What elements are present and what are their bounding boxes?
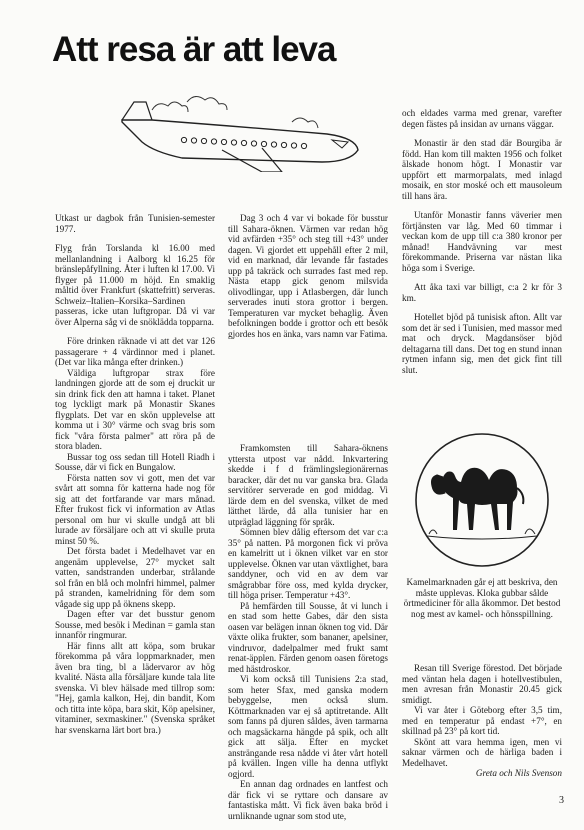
page-number: 3 [559,795,564,806]
paragraph: Före drinken räknade vi att det var 126 passagerare + 4 värdinnor med i planet. (Det var lika många efter drinken.) [55,336,215,367]
paragraph: På hemfärden till Sousse, åt vi lunch i en stad som hette Gabes, där den sista oasen var belägen innan öknen tog vid. Där växte olika frukter, som bananer, apelsiner, vindruvor, dadelpalmer med frukt samt renat-äpplen. Färden genom oasen företogs med hästdroskor. [228,600,388,674]
paragraph: Dagen efter var det busstur genom Sousse, med besök i Medinan = gamla stan innanför ringmurar. [55,609,215,640]
paragraph: och eldades varma med grenar, varefter degen fästes på insidan av urnans väggar. [402,108,562,129]
intro-text: Utkast ur dagbok från Tunisien-semester 1977. [55,213,215,234]
paragraph: Hotellet bjöd på tunisisk afton. Allt var som det är sed i Tunisien, med massor med mat och dryck. Magdansöser bjöd deltagarna till dans. Det tog en stund innan rytmen infann sig, men det gick fint till slut. [402,312,562,375]
column-2-bottom [228,443,388,821]
column-3-bottom [402,663,562,788]
paragraph: Flyg från Torslanda kl 16.00 med mellanlandning i Aalborg kl 16.25 för bränslepåfyllning. Åter i luften kl 17.00. Vi flyger på 11.000 m höjd. En smaklig måltid över Frankfurt (skattefritt) serveras. Schweiz–Italien–Korsika–Sardinen passeras, icke utan luftgropar. Då vi var över Alperna såg vi de snöklädda topparna. [55,243,215,327]
paragraph: Det första badet i Medelhavet var en angenäm upplevelse, 27° mycket salt vatten, sandstranden underbar, strålande sol från en blå och molnfri himmel, palmer på stranden, kamelridning för dem som vågade sig upp på öknens skepp. [55,546,215,609]
paragraph: Här finns allt att köpa, som brukar förekomma på våra loppmarknader, men även bra ting, bl a lädervaror av hög kvalité. Nästa alla försäljare kunde tala lite svenska. Vi blev hälsade med tillrop som: "Hej, gamla kalkon, Hej, din bandit, Kom och titta inte köpa, bara skit, Köp apelsiner, vitaminer, sexmaskiner." (Svenska språket har svenskarna lärt bort bra.) [55,640,215,735]
paragraph: Vi kom också till Tunisiens 2:a stad, som heter Sfax, med ganska modern bebyggelse, men också slum. Köttmarknaden var ej så aptitretande. Allt som fanns på djuren såldes, även tarmarna och magsäckarna hängde på spik, och allt gick att sälja. Efter en mycket ansträngande resa nådde vi åter vårt hotell på kvällen. Ingen ville ha denna utflykt ogjord. [228,674,388,779]
paragraph: Monastir är den stad där Bourgiba är född. Han kom till makten 1956 och folket älskade honom högt. I Monastir var uppfört ett marmorpalats, med inlagd mosaik, en stor moské och ett mausoleum till hans ära. [402,138,562,201]
airplane-illustration [112,92,362,172]
column-3-top [402,108,562,375]
image-caption: Kamelmarknaden går ej att beskriva, den måste upplevas. Kloka gubbar sålde örtmediciner för alla åkommor. Det bestod nog mest av kamel- och hönsspillning. [403,577,561,619]
paragraph: Att åka taxi var billigt, c:a 2 kr för 3 km. [402,282,562,303]
paragraph: Resan till Sverige förestod. Det började med väntan hela dagen i hotellvestibulen, men avresan från Monastir 20.45 gick smidigt. [402,663,562,705]
paragraph: Skönt att vara hemma igen, men vi saknar värmen och de härliga baden i Medelhavet. [402,736,562,768]
author-signature: Greta och Nils Svenson [475,768,562,778]
paragraph: Bussar tog oss sedan till Hotell Riadh i Sousse, där vi fick en Bungalow. [55,451,215,472]
column-1 [55,213,215,735]
column-3-caption [402,577,562,628]
paragraph: Sömnen blev dålig eftersom det var c:a 35° på natten. På morgonen fick vi pröva en kamelritt ut i öknen vilket var en stor upplevelse. Öknen var utan växtlighet, bara sanddyner, och vid en av dem var smågrabbar före oss, med kylda drycker, till höga priser. Temperatur +43°. [228,527,388,600]
paragraph: Vi var åter i Göteborg efter 3,5 tim, med en temperatur på endast +7°, en skillnad på 23° på kort tid. [402,705,562,736]
camel-illustration [405,430,560,570]
paragraph: Första natten sov vi gott, men det var svårt att somna för katterna hade nog för sig att det fortfarande var mars månad. Efter frukost fick vi information av Atlas personal om hur vi skulle undgå att bli lurade av försäljare och att vi skulle prutа minst 50 %. [55,472,215,546]
paragraph: Väldiga luftgropar strax före landningen gjorde att de som ej druckit ur sin drink fick den att hamna i taket. Planet tog lyckligt mark på Monastir Skanes flygplats. Det var en skön upplevelse att komma ut i 30° värme och svag bris som fick "våra första palmer" att röra på de stora bladen. [55,367,215,451]
paragraph: Dag 3 och 4 var vi bokade för busstur till Sahara-öknen. Värmen var redan hög vid avfärden +35° och steg till +43° under dagen. Vi gjordet ett uppehåll efter 2 mil, vid en marknad, där levande får fastades upp på takräck och surrades fast med rep. Nästa etapp gick genom milsvida olivodlingar, upp i Atlasbergen, där lunch serverades inuti stora grottor i bergen. Temperaturen var mycket behaglig. Även befolkningen bodde i grottor och ett besök gjordes hos en änka, vars namn var Fatima. [228,213,388,339]
article-title: Att resa är att leva [52,30,336,69]
paragraph: Utanför Monastir fanns väverier men förtjänsten var låg. Med 60 timmar i veckan kom de upp till c:a 380 kronor per månad! Handvävning var mest förekommande. Priserna var nästan lika höga som i Sverige. [402,210,562,273]
paragraph: Framkomsten till Sahara-öknens yttersta utpost var nådd. Inkvartering skedde i f d främlingslegionärernas baracker, där det nu var ganska bra. Glada servitörer serverade en god middag. Vi lärde dem en del svenska, vilket de med lätthet lärde, då alla tunisier har en utpräglad läggning för språk. [228,443,388,527]
paragraph: En annan dag ordnades en lantfest och där fick vi se ryttare och dansare av fantastiska mått. Vi fick även baka bröd i urnliknande ugnar som stod ute, [228,779,388,821]
column-2-top [228,213,388,339]
